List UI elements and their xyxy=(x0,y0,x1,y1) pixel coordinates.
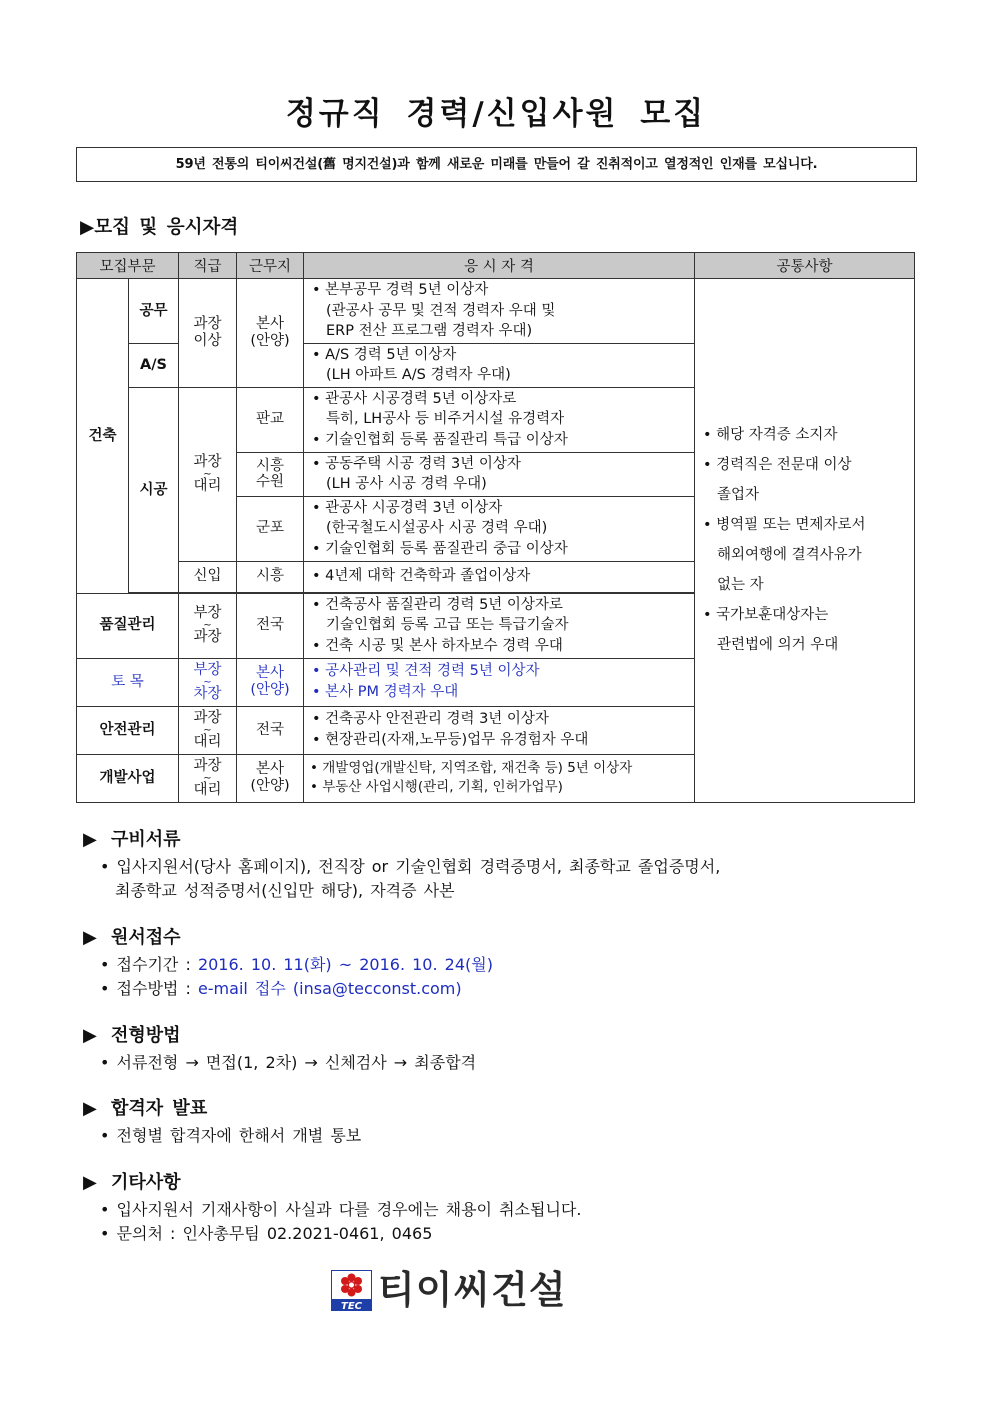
loc-bonsa: 본사 (안양) xyxy=(237,279,304,388)
announcement-heading: 합격자 발표 xyxy=(111,1098,208,1119)
qual-quality: • 건축공사 품질관리 경력 5년 이상자로 기술인협회 등록 고급 또는 특급기술자 • 건축 시공 및 본사 하자보수 경력 우대 xyxy=(304,593,695,658)
screening-heading: 전형방법 xyxy=(111,1025,181,1046)
header-grade: 직급 xyxy=(179,253,237,279)
common-requirements: • 해당 자격증 소지자 • 경력직은 전문대 이상 졸업자 • 병역필 또는 면제자로서 해외여행에 결격사유가 없는 자 • 국가보훈대상자는 관련법에 의거 우대 xyxy=(695,279,915,803)
screening-steps: • 서류전형 → 면접(1, 2차) → 신체검사 → 최종합격 xyxy=(83,1051,476,1075)
application-period: • 접수기간 : 2016. 10. 11(화) ~ 2016. 10. 24(월) xyxy=(83,953,493,977)
other-heading: 기타사항 xyxy=(111,1172,181,1193)
loc-bonsa-civil: 본사 (안양) xyxy=(237,658,304,706)
section-application: ▶ 원서접수 • 접수기간 : 2016. 10. 11(화) ~ 2016. 10. 24(월) • 접수방법 : e-mail 접수 (insa@tecconst.com) xyxy=(83,923,493,1001)
dept-sigong: 시공 xyxy=(129,387,179,592)
header-location: 근무지 xyxy=(237,253,304,279)
grade-gwajang-daeri-dev: 과장 ~ 대리 xyxy=(179,754,237,802)
table-row xyxy=(77,279,915,344)
application-heading: 원서접수 xyxy=(111,927,181,948)
tec-logo-icon xyxy=(331,1270,372,1311)
company-logo xyxy=(331,1268,567,1312)
dept-civil: 토 목 xyxy=(77,658,179,706)
dept-as: A/S xyxy=(129,343,179,387)
grade-gwajang-daeri-safety: 과장 ~ 대리 xyxy=(179,706,237,754)
header-dept: 모집부문 xyxy=(77,253,179,279)
qual-siheung-suwon: • 공동주택 시공 경력 3년 이상자 (LH 공사 시공 경력 우대) xyxy=(304,452,695,496)
header-common: 공통사항 xyxy=(695,253,915,279)
application-method: • 접수방법 : e-mail 접수 (insa@tecconst.com) xyxy=(83,977,493,1001)
documents-heading: 구비서류 xyxy=(111,829,181,850)
loc-jeonguk-safety: 전국 xyxy=(237,706,304,754)
qual-civil: • 공사관리 및 견적 경력 5년 이상자 • 본사 PM 경력자 우대 xyxy=(304,658,695,706)
section-other: ▶ 기타사항 • 입사지원서 기재사항이 사실과 다를 경우에는 채용이 취소됩니다. • 문의처 : 인사총무팀 02.2021-0461, 0465 xyxy=(83,1168,581,1246)
section-documents: ▶ 구비서류 • 입사지원서(당사 홈페이지), 전직장 or 기술인협회 경력증명서, 최종학교 졸업증명서, 최종학교 성적증명서(신입만 해당), 자격증 사본 xyxy=(83,825,720,903)
other-line1: • 입사지원서 기재사항이 사실과 다를 경우에는 채용이 취소됩니다. xyxy=(83,1198,581,1222)
dept-architecture: 건축 xyxy=(77,279,129,594)
grade-gwajang-isang: 과장 이상 xyxy=(179,279,237,388)
loc-siheung: 시흥 xyxy=(237,561,304,592)
svg-text:TEC: TEC xyxy=(341,1300,362,1311)
grade-bujang-gwajang: 부장 ~ 과장 xyxy=(179,593,237,658)
other-line2: • 문의처 : 인사총무팀 02.2021-0461, 0465 xyxy=(83,1222,581,1246)
qual-sinip: • 4년제 대학 건축학과 졸업이상자 xyxy=(304,561,695,592)
documents-line2: 최종학교 성적증명서(신입만 해당), 자격증 사본 xyxy=(115,881,455,900)
grade-bujang-chajang: 부장 ~ 차장 xyxy=(179,658,237,706)
loc-pangyo: 판교 xyxy=(237,387,304,452)
logo-name: 티이씨건설 xyxy=(378,1268,567,1312)
grade-sinip: 신입 xyxy=(179,561,237,592)
table-header-row xyxy=(77,253,915,279)
qual-development: • 개발영업(개발신탁, 지역조합, 재건축 등) 5년 이상자 • 부동산 사업시행(관리, 기획, 인허가업무) xyxy=(304,754,695,802)
documents-line1: • 입사지원서(당사 홈페이지), 전직장 or 기술인협회 경력증명서, 최종학교 졸업증명서, xyxy=(83,855,720,879)
loc-gunpo: 군포 xyxy=(237,496,304,561)
qual-gunpo: • 관공사 시공경력 3년 이상자 (한국철도시설공사 시공 경력 우대) • 기술인협회 등록 품질관리 중급 이상자 xyxy=(304,496,695,561)
dept-gongmu: 공무 xyxy=(129,279,179,344)
header-qualification: 응 시 자 격 xyxy=(304,253,695,279)
qual-pangyo: • 관공사 시공경력 5년 이상자로 특히, LH공사 등 비주거시설 유경력자 • 기술인협회 등록 품질관리 특급 이상자 xyxy=(304,387,695,452)
section-announcement: ▶ 합격자 발표 • 전형별 합격자에 한해서 개별 통보 xyxy=(83,1094,361,1148)
loc-siheung-suwon: 시흥 수원 xyxy=(237,452,304,496)
qual-gongmu: • 본부공무 경력 5년 이상자 (관공사 공무 및 견적 경력자 우대 및 ERP 전산 프로그램 경력자 우대) xyxy=(304,279,695,344)
qual-safety: • 건축공사 안전관리 경력 3년 이상자 • 현장관리(자재,노무등)업무 유경험자 우대 xyxy=(304,706,695,754)
loc-jeonguk: 전국 xyxy=(237,593,304,658)
dept-safety: 안전관리 xyxy=(77,706,179,754)
section-recruit-heading: ▶모집 및 응시자격 xyxy=(80,217,239,238)
dept-development: 개발사업 xyxy=(77,754,179,802)
section-screening: ▶ 전형방법 • 서류전형 → 면접(1, 2차) → 신체검사 → 최종합격 xyxy=(83,1021,476,1075)
dept-quality: 품질관리 xyxy=(77,593,179,658)
intro-banner: 59년 전통의 티이씨건설(舊 명지건설)과 함께 새로운 미래를 만들어 갈 진취적이고 열정적인 인재를 모십니다. xyxy=(76,147,917,182)
loc-bonsa-dev: 본사 (안양) xyxy=(237,754,304,802)
grade-gwajang-daeri: 과장 ~ 대리 xyxy=(179,387,237,561)
page-title: 정규직 경력/신입사원 모집 xyxy=(285,96,707,132)
recruit-table xyxy=(76,252,915,803)
qual-as: • A/S 경력 5년 이상자 (LH 아파트 A/S 경력자 우대) xyxy=(304,343,695,387)
announcement-text: • 전형별 합격자에 한해서 개별 통보 xyxy=(83,1124,361,1148)
